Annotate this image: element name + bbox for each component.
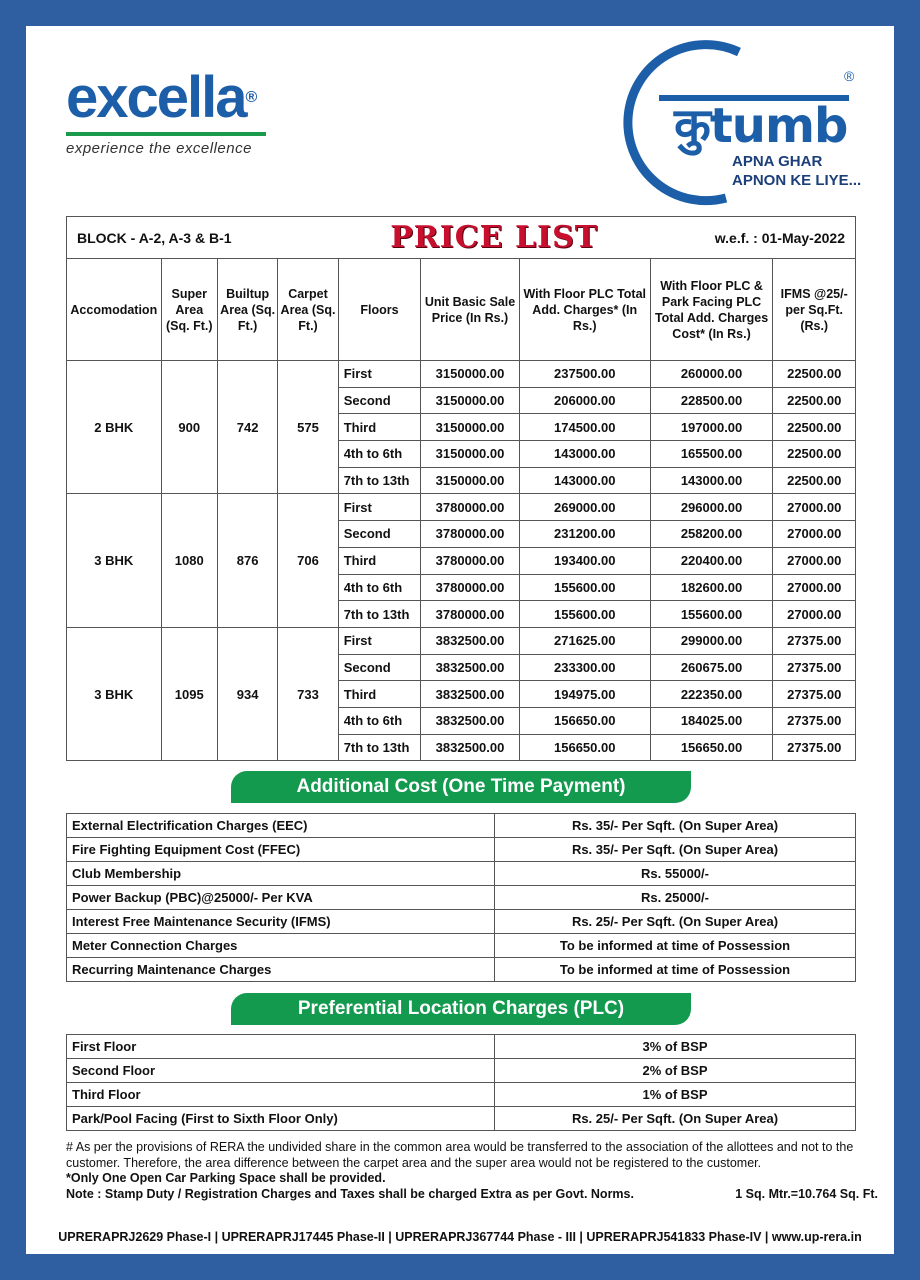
floor-plc-cell: 155600.00	[519, 574, 650, 601]
floor-cell: First	[338, 627, 421, 654]
floor-park-plc-cell: 143000.00	[650, 467, 773, 494]
ifms-cell: 27000.00	[773, 547, 856, 574]
table-row	[67, 838, 856, 862]
price-sheet	[26, 26, 894, 1254]
table-row	[67, 1035, 856, 1059]
floor-plc-cell: 155600.00	[519, 601, 650, 628]
charge-label: Park/Pool Facing (First to Sixth Floor Only)	[67, 1107, 495, 1131]
price-list-title: PRICE LIST	[338, 217, 650, 259]
bsp-cell: 3832500.00	[421, 734, 520, 761]
bsp-cell: 3832500.00	[421, 681, 520, 708]
bsp-cell: 3150000.00	[421, 467, 520, 494]
additional-cost-table	[66, 813, 856, 982]
col-builtup-area: Builtup Area (Sq. Ft.)	[217, 259, 277, 361]
charge-value: 2% of BSP	[495, 1059, 856, 1083]
floor-cell: Third	[338, 547, 421, 574]
notes	[66, 1140, 878, 1202]
floor-cell: Second	[338, 387, 421, 414]
unit-builtup: 876	[217, 494, 277, 627]
unit-accommodation: 2 BHK	[67, 361, 162, 494]
floor-cell: 4th to 6th	[338, 574, 421, 601]
floor-park-plc-cell: 260000.00	[650, 361, 773, 388]
table-row	[67, 1083, 856, 1107]
additional-cost-banner: Additional Cost (One Time Payment)	[231, 771, 691, 803]
ifms-cell: 22500.00	[773, 441, 856, 468]
floor-park-plc-cell: 156650.00	[650, 734, 773, 761]
rera-registration-footer: UPRERAPRJ2629 Phase-I | UPRERAPRJ17445 Phase-II | UPRERAPRJ367744 Phase - III | UPRERAPRJ541833 Phase-IV | www.up-rera.in	[58, 1230, 862, 1244]
bsp-cell: 3780000.00	[421, 521, 520, 548]
col-bsp: Unit Basic Sale Price (In Rs.)	[421, 259, 520, 361]
floor-plc-cell: 174500.00	[519, 414, 650, 441]
bsp-cell: 3832500.00	[421, 707, 520, 734]
charge-label: First Floor	[67, 1035, 495, 1059]
floor-park-plc-cell: 296000.00	[650, 494, 773, 521]
floor-park-plc-cell: 260675.00	[650, 654, 773, 681]
table-row	[67, 958, 856, 982]
table-row	[67, 886, 856, 910]
floor-cell: Second	[338, 521, 421, 548]
charge-value: Rs. 35/- Per Sqft. (On Super Area)	[495, 814, 856, 838]
unit-super: 1095	[161, 627, 217, 760]
floor-cell: 4th to 6th	[338, 441, 421, 468]
kutumb-logo	[614, 40, 864, 210]
plc-table	[66, 1034, 856, 1131]
bsp-cell: 3150000.00	[421, 441, 520, 468]
table-row	[67, 361, 856, 388]
excella-registered-mark: ®	[245, 89, 258, 106]
unit-super: 1080	[161, 494, 217, 627]
floor-plc-cell: 231200.00	[519, 521, 650, 548]
bsp-cell: 3780000.00	[421, 601, 520, 628]
ifms-cell: 27375.00	[773, 734, 856, 761]
table-row	[67, 862, 856, 886]
unit-builtup: 934	[217, 627, 277, 760]
table-row	[67, 934, 856, 958]
ifms-cell: 27375.00	[773, 681, 856, 708]
ifms-cell: 27375.00	[773, 654, 856, 681]
floor-cell: 4th to 6th	[338, 707, 421, 734]
table-row	[67, 910, 856, 934]
unit-carpet: 575	[278, 361, 338, 494]
charge-value: Rs. 25/- Per Sqft. (On Super Area)	[495, 1107, 856, 1131]
col-carpet-area: Carpet Area (Sq. Ft.)	[278, 259, 338, 361]
bsp-cell: 3780000.00	[421, 574, 520, 601]
bsp-cell: 3832500.00	[421, 627, 520, 654]
effective-date: w.e.f. : 01-May-2022	[650, 217, 855, 259]
ifms-cell: 27000.00	[773, 574, 856, 601]
ifms-cell: 22500.00	[773, 361, 856, 388]
floor-cell: First	[338, 361, 421, 388]
floor-park-plc-cell: 299000.00	[650, 627, 773, 654]
floor-park-plc-cell: 228500.00	[650, 387, 773, 414]
excella-underline	[66, 132, 266, 136]
bsp-cell: 3150000.00	[421, 361, 520, 388]
col-super-area: Super Area (Sq. Ft.)	[161, 259, 217, 361]
floor-plc-cell: 193400.00	[519, 547, 650, 574]
ifms-cell: 27375.00	[773, 627, 856, 654]
rera-note: # As per the provisions of RERA the undivided share in the common area would be transferred to the association of the allottees and not to the customer. Therefore, the area difference between the carpet area and the super area would not be registered to the customer.	[66, 1140, 854, 1170]
floor-park-plc-cell: 184025.00	[650, 707, 773, 734]
floor-cell: 7th to 13th	[338, 601, 421, 628]
price-title-row	[67, 217, 856, 259]
floor-cell: Third	[338, 681, 421, 708]
unit-accommodation: 3 BHK	[67, 494, 162, 627]
floor-park-plc-cell: 182600.00	[650, 574, 773, 601]
bsp-cell: 3150000.00	[421, 387, 520, 414]
floor-plc-cell: 156650.00	[519, 734, 650, 761]
charge-label: Fire Fighting Equipment Cost (FFEC)	[67, 838, 495, 862]
charge-label: Club Membership	[67, 862, 495, 886]
charge-label: Interest Free Maintenance Security (IFMS)	[67, 910, 495, 934]
table-row	[67, 814, 856, 838]
table-row	[67, 627, 856, 654]
kutumb-tagline-2: APNON KE LIYE...	[732, 172, 862, 189]
floor-cell: First	[338, 494, 421, 521]
floor-park-plc-cell: 258200.00	[650, 521, 773, 548]
charge-value: Rs. 25/- Per Sqft. (On Super Area)	[495, 910, 856, 934]
charge-label: Power Backup (PBC)@25000/- Per KVA	[67, 886, 495, 910]
charge-label: Recurring Maintenance Charges	[67, 958, 495, 982]
stamp-duty-note: Note : Stamp Duty / Registration Charges and Taxes shall be charged Extra as per Govt. Norms.	[66, 1186, 634, 1201]
block-label: BLOCK - A-2, A-3 & B-1	[67, 217, 339, 259]
unit-super: 900	[161, 361, 217, 494]
kutumb-registered-mark: ®	[844, 68, 855, 84]
charge-value: 1% of BSP	[495, 1083, 856, 1107]
charge-value: To be informed at time of Possession	[495, 958, 856, 982]
charge-value: Rs. 25000/-	[495, 886, 856, 910]
col-floor-plc: With Floor PLC Total Add. Charges* (In Rs.)	[519, 259, 650, 361]
bsp-cell: 3780000.00	[421, 494, 520, 521]
excella-tagline: experience the excellence	[66, 140, 252, 157]
charge-label: Third Floor	[67, 1083, 495, 1107]
excella-wordmark: excella	[66, 65, 246, 130]
floor-park-plc-cell: 155600.00	[650, 601, 773, 628]
unit-carpet: 706	[278, 494, 338, 627]
charge-label: Meter Connection Charges	[67, 934, 495, 958]
col-accommodation: Accomodation	[67, 259, 162, 361]
floor-park-plc-cell: 197000.00	[650, 414, 773, 441]
bsp-cell: 3150000.00	[421, 414, 520, 441]
table-row	[67, 1059, 856, 1083]
table-row	[67, 1107, 856, 1131]
col-floors: Floors	[338, 259, 421, 361]
ifms-cell: 22500.00	[773, 414, 856, 441]
floor-plc-cell: 233300.00	[519, 654, 650, 681]
ifms-cell: 22500.00	[773, 467, 856, 494]
floor-plc-cell: 269000.00	[519, 494, 650, 521]
floor-park-plc-cell: 165500.00	[650, 441, 773, 468]
table-row	[67, 494, 856, 521]
unit-conversion-note: 1 Sq. Mtr.=10.764 Sq. Ft.	[735, 1186, 878, 1201]
floor-plc-cell: 143000.00	[519, 441, 650, 468]
floor-plc-cell: 156650.00	[519, 707, 650, 734]
ifms-cell: 27000.00	[773, 521, 856, 548]
floor-plc-cell: 206000.00	[519, 387, 650, 414]
unit-builtup: 742	[217, 361, 277, 494]
unit-accommodation: 3 BHK	[67, 627, 162, 760]
price-header-row	[67, 259, 856, 361]
ifms-cell: 22500.00	[773, 387, 856, 414]
ifms-cell: 27375.00	[773, 707, 856, 734]
floor-cell: 7th to 13th	[338, 467, 421, 494]
bsp-cell: 3832500.00	[421, 654, 520, 681]
floor-plc-cell: 143000.00	[519, 467, 650, 494]
price-body	[67, 361, 856, 761]
unit-carpet: 733	[278, 627, 338, 760]
price-table	[66, 216, 856, 761]
plc-banner: Preferential Location Charges (PLC)	[231, 993, 691, 1025]
bsp-cell: 3780000.00	[421, 547, 520, 574]
ifms-cell: 27000.00	[773, 494, 856, 521]
floor-cell: 7th to 13th	[338, 734, 421, 761]
floor-park-plc-cell: 222350.00	[650, 681, 773, 708]
col-ifms: IFMS @25/- per Sq.Ft. (Rs.)	[773, 259, 856, 361]
floor-cell: Second	[338, 654, 421, 681]
charge-value: Rs. 35/- Per Sqft. (On Super Area)	[495, 838, 856, 862]
charge-label: Second Floor	[67, 1059, 495, 1083]
floor-plc-cell: 194975.00	[519, 681, 650, 708]
floor-park-plc-cell: 220400.00	[650, 547, 773, 574]
kutumb-wordmark: कुtumb	[674, 98, 848, 154]
kutumb-tagline-1: APNA GHAR	[732, 153, 823, 170]
floor-plc-cell: 237500.00	[519, 361, 650, 388]
col-floor-park-plc: With Floor PLC & Park Facing PLC Total Add. Charges Cost* (In Rs.)	[650, 259, 773, 361]
excella-logo	[66, 65, 266, 157]
charge-value: 3% of BSP	[495, 1035, 856, 1059]
floor-cell: Third	[338, 414, 421, 441]
parking-note: *Only One Open Car Parking Space shall be provided.	[66, 1171, 386, 1186]
charge-label: External Electrification Charges (EEC)	[67, 814, 495, 838]
floor-plc-cell: 271625.00	[519, 627, 650, 654]
ifms-cell: 27000.00	[773, 601, 856, 628]
charge-value: To be informed at time of Possession	[495, 934, 856, 958]
charge-value: Rs. 55000/-	[495, 862, 856, 886]
